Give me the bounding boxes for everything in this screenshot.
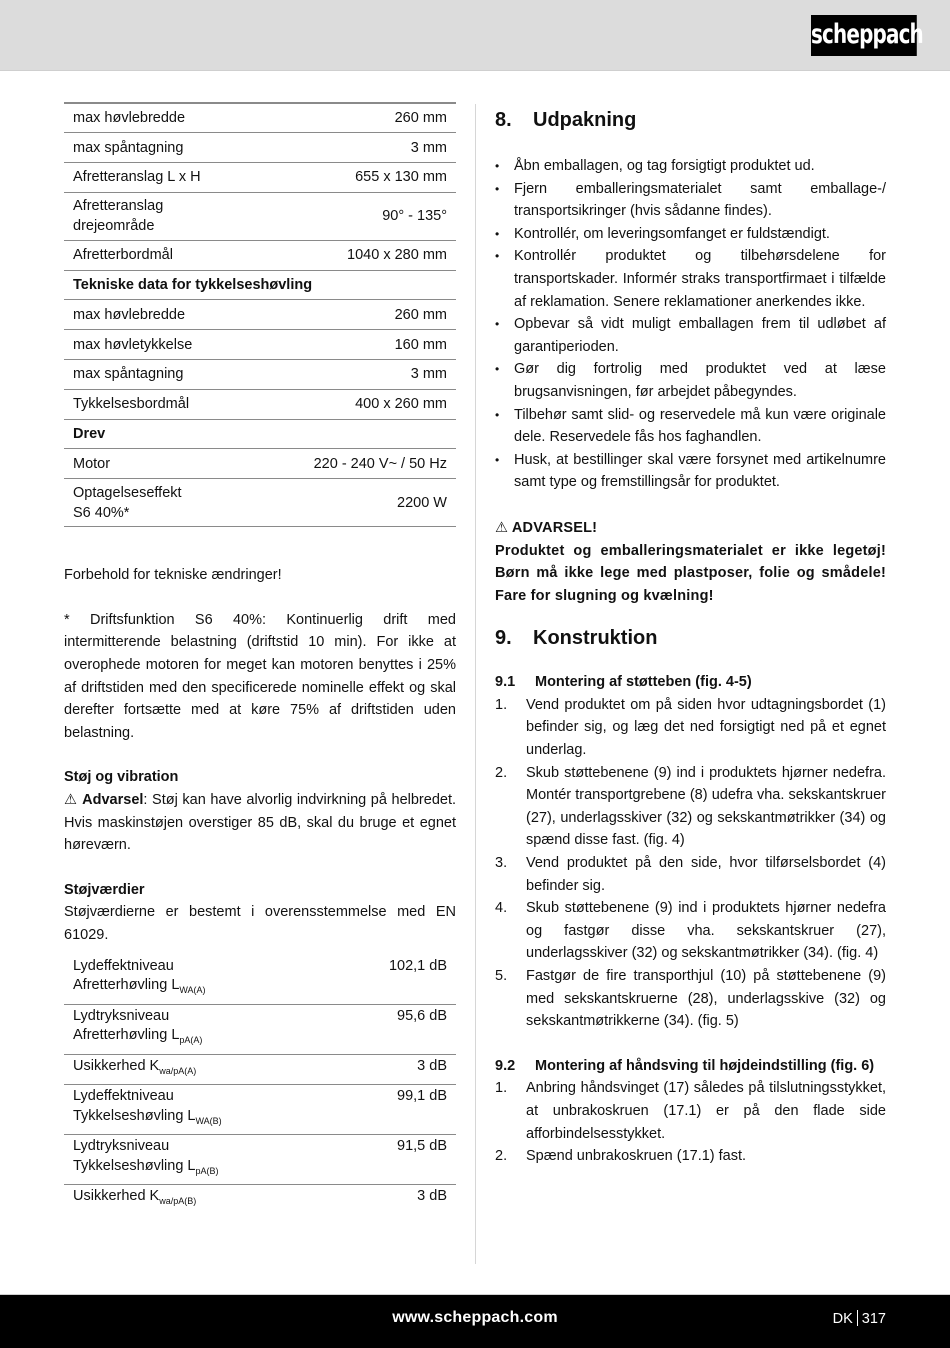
- noise-label: [64, 1054, 333, 1085]
- list-item: • Kontrollér, om leveringsomfanget er fuldstændigt.: [495, 223, 886, 246]
- table-section-heading: [64, 270, 456, 300]
- noise-subscript: wa/pA(A): [159, 1065, 197, 1076]
- table-row: [64, 192, 456, 240]
- left-column: [64, 102, 456, 1215]
- section-8-heading: [495, 107, 886, 133]
- subsection-title: Montering af håndsving til højdeindstilling (fig. 6): [535, 1057, 875, 1074]
- step-number: 5.: [495, 968, 508, 984]
- list-item: • Tilbehør samt slid- og reservedele må kun være originale dele. Reservedele fås hos faghandlen.: [495, 404, 886, 449]
- list-item: • Fjern emballeringsmaterialet samt emballage-/ transportsikringer (hvis sådanne findes).: [495, 178, 886, 223]
- spec-label: [64, 479, 256, 527]
- spec-label: Motor: [64, 449, 256, 479]
- noise-label-line2: Tykkelseshøvling L: [73, 1157, 196, 1174]
- step-item: [495, 1077, 886, 1145]
- noise-value: 99,1 dB: [333, 1085, 456, 1135]
- noise-label-line2: Tykkelseshøvling L: [73, 1107, 196, 1124]
- table-row: [64, 479, 456, 527]
- step-text: Fastgør de fire transporthjul (10) på støttebenene (9) med sekskantskruerne (28), underlagsskive (32) og sekskantmøtrikkerne (34). (fig. 5): [526, 968, 886, 1030]
- step-text: Vend produktet om på siden hvor udtagningsbordet (1) befinder sig, og læg det ned forsigtigt ned på et egnet underlag.: [526, 696, 886, 759]
- warning-label: Advarsel: [82, 792, 144, 809]
- column-divider: [475, 104, 476, 1264]
- noise-warning: [64, 789, 456, 857]
- table-row: [64, 103, 456, 133]
- section-number: 9.: [495, 627, 512, 650]
- step-item: [495, 965, 886, 1033]
- noise-subscript: pA(B): [195, 1165, 219, 1176]
- page-header: [0, 0, 950, 71]
- support-legs-steps: [495, 694, 886, 1033]
- warning-text: : Støj kan have alvorlig indvirkning på helbredet. Hvis maskinstøjen overstiger 85 dB, skal du bruge et egnet høreværn.: [64, 792, 457, 854]
- step-number: 1.: [495, 1080, 508, 1097]
- spec-value: 260 mm: [256, 103, 456, 133]
- page-separator: [857, 1310, 858, 1326]
- step-number: 2.: [495, 764, 508, 781]
- table-row: [64, 1135, 456, 1185]
- spec-value: 220 - 240 V~ / 50 Hz: [256, 449, 456, 479]
- table-row: [64, 330, 456, 360]
- step-text: Spænd unbrakoskruen (17.1) fast.: [526, 1148, 747, 1165]
- unpacking-list: [495, 155, 886, 494]
- duty-cycle-footnote: * Driftsfunktion S6 40%: Kontinuerlig drift med intermitterende belastning (driftstid 10 min). For ikke at overophede motoren for meget kan motoren benyttes i 25% af driftstiden med den specificerede nominelle effekt og skal derefter fortsætte med at køre 75% af driftstiden uden belastning.: [64, 611, 456, 741]
- noise-label-line1: Usikkerhed K: [73, 1188, 160, 1205]
- noise-values-heading: Støjværdier: [64, 881, 145, 898]
- noise-label-line1: Usikkerhed K: [73, 1057, 160, 1074]
- spec-label-line1: Afretteranslag: [73, 198, 164, 215]
- step-item: [495, 897, 886, 965]
- spec-label: Tykkelsesbordmål: [64, 389, 256, 419]
- noise-subscript: wa/pA(B): [159, 1196, 197, 1207]
- technical-changes-note: Forbehold for tekniske ændringer!: [64, 567, 282, 584]
- crank-handle-steps: [495, 1077, 886, 1167]
- step-number: 3.: [495, 855, 508, 872]
- language-code: DK: [832, 1311, 853, 1327]
- table-row: [64, 1004, 456, 1054]
- step-item: [495, 694, 886, 762]
- step-number: 4.: [495, 900, 508, 917]
- spec-label-line2: drejeområde: [73, 218, 155, 235]
- page-footer: [0, 1294, 950, 1348]
- spec-value: 90° - 135°: [256, 192, 456, 240]
- noise-vibration-heading: Støj og vibration: [64, 769, 179, 786]
- step-item: [495, 852, 886, 897]
- warning-icon: ⚠: [64, 792, 78, 809]
- technical-data-table: [64, 102, 456, 527]
- spec-label: max spåntagning: [64, 133, 256, 163]
- noise-label: [64, 955, 333, 1005]
- noise-label: [64, 1135, 333, 1185]
- spec-value: 2200 W: [256, 479, 456, 527]
- noise-values-table: [64, 955, 456, 1215]
- noise-value: 3 dB: [333, 1054, 456, 1085]
- list-item: • Opbevar så vidt muligt emballagen frem til udløbet af garantiperioden.: [495, 313, 886, 358]
- noise-value: 102,1 dB: [333, 955, 456, 1005]
- table-row: [64, 1054, 456, 1085]
- table-row: [64, 1185, 456, 1215]
- noise-label-line2: Afretterhøvling L: [73, 1027, 180, 1044]
- page-number: 317: [861, 1311, 886, 1327]
- spec-label: max spåntagning: [64, 360, 256, 390]
- spec-value: 3 mm: [256, 360, 456, 390]
- table-row: [64, 955, 456, 1005]
- table-row: [64, 449, 456, 479]
- step-text: Skub støttebenene (9) ind i produktets hjørner nedefra. Montér transportgrebene (8) udefra vha. sekskantskruer (27), underlagsskiver (32) og sekskantmøtrikker (34) og spænd disse fast. (fig. 4): [526, 764, 886, 849]
- table-row: [64, 133, 456, 163]
- list-item: • Kontrollér produktet og tilbehørsdelene for transportskader. Informér straks transportfirmaet i tilfælde af reklamation. Senere reklamationer anerkendes ikke.: [495, 245, 886, 313]
- spec-value: 400 x 260 mm: [256, 389, 456, 419]
- noise-value: 3 dB: [417, 1188, 447, 1205]
- section-heading-thicknesser: Tekniske data for tykkelseshøvling: [64, 270, 456, 300]
- step-text: Anbring håndsvinget (17) således på tilslutningsstykket, at unbrakoskruen (17.1) er på den flade side afforbindelsesstykket.: [526, 1080, 886, 1142]
- section-number: 8.: [495, 109, 512, 131]
- spec-value: 1040 x 280 mm: [256, 240, 456, 270]
- noise-label: [64, 1185, 333, 1215]
- subsection-number: 9.2: [495, 1057, 516, 1074]
- noise-label-line1: Lydtryksniveau: [73, 1007, 170, 1024]
- spec-label: max høvlebredde: [64, 103, 256, 133]
- website-link[interactable]: www.scheppach.com: [392, 1309, 558, 1326]
- list-item: • Husk, at bestillinger skal være forsynet med artikelnumre samt type og fremstillingsår for produktet.: [495, 449, 886, 494]
- spec-label: Afretterbordmål: [64, 240, 256, 270]
- list-item: • Åbn emballagen, og tag forsigtigt produktet ud.: [495, 155, 886, 178]
- section-9-heading: [495, 625, 886, 651]
- noise-label-line1: Lydeffektniveau: [73, 957, 174, 974]
- step-number: 1.: [495, 696, 508, 713]
- noise-subscript: WA(B): [195, 1115, 222, 1126]
- table-row: [64, 360, 456, 390]
- table-row: [64, 240, 456, 270]
- noise-label: [64, 1085, 333, 1135]
- noise-value: 91,5 dB: [333, 1135, 456, 1185]
- subsection-number: 9.1: [495, 674, 516, 691]
- step-text: Vend produktet på den side, hvor tilførselsbordet (4) befinder sig.: [526, 855, 886, 894]
- spec-value: 260 mm: [256, 300, 456, 330]
- noise-values-text: Støjværdierne er bestemt i overensstemmelse med EN 61029.: [64, 904, 456, 943]
- spec-label-line2: S6 40%*: [73, 504, 130, 521]
- subsection-9-2-heading: [495, 1055, 886, 1078]
- noise-label-line2: Afretterhøvling L: [73, 977, 180, 994]
- noise-subscript: WA(A): [179, 985, 206, 996]
- warning-body: Produktet og emballeringsmaterialet er ikke legetøj! Børn må ikke lege med plastposer, folie og smådele! Fare for slugning og kvælning!: [495, 542, 886, 604]
- spec-label: [64, 192, 256, 240]
- subsection-title: Montering af støtteben (fig. 4-5): [535, 674, 752, 691]
- section-title: Udpakning: [533, 109, 637, 131]
- right-column: [495, 102, 886, 1168]
- spec-value: 655 x 130 mm: [256, 163, 456, 193]
- spec-label-line1: Optagelseseffekt: [73, 484, 182, 501]
- table-section-heading: [64, 419, 456, 449]
- table-row: [64, 1085, 456, 1135]
- noise-subscript: pA(A): [179, 1035, 203, 1046]
- section-title: Konstruktion: [533, 627, 658, 650]
- section-heading-drive: Drev: [64, 419, 456, 449]
- step-item: [495, 1145, 886, 1168]
- step-text: Skub støttebenene (9) ind i produktets hjørner nedefra og fastgør disse vha. sekskantskruer (27), underlagsskiver (32) og sekskantmøtrikker (34). (fig. 4): [526, 900, 886, 962]
- table-row: [64, 389, 456, 419]
- noise-label-line1: Lydtryksniveau: [73, 1138, 170, 1155]
- warning-title: ⚠ ADVARSEL!: [495, 519, 598, 536]
- spec-value: 160 mm: [256, 330, 456, 360]
- table-row: [64, 163, 456, 193]
- spec-label: max høvletykkelse: [64, 330, 256, 360]
- spec-value: 3 mm: [256, 133, 456, 163]
- step-number: 2.: [495, 1148, 508, 1165]
- page-indicator: [833, 1310, 886, 1327]
- spec-label: max høvlebredde: [64, 300, 256, 330]
- noise-value: 95,6 dB: [333, 1004, 456, 1054]
- table-row: [64, 300, 456, 330]
- step-item: [495, 762, 886, 852]
- noise-label-line1: Lydeffektniveau: [73, 1088, 174, 1105]
- subsection-9-1-heading: [495, 671, 886, 694]
- noise-label: [64, 1004, 333, 1054]
- spec-label: Afretteranslag L x H: [64, 163, 256, 193]
- list-item: • Gør dig fortrolig med produktet ved at læse brugsanvisningen, før arbejdet påbegyndes.: [495, 358, 886, 403]
- scheppach-logo: scheppach: [811, 15, 917, 56]
